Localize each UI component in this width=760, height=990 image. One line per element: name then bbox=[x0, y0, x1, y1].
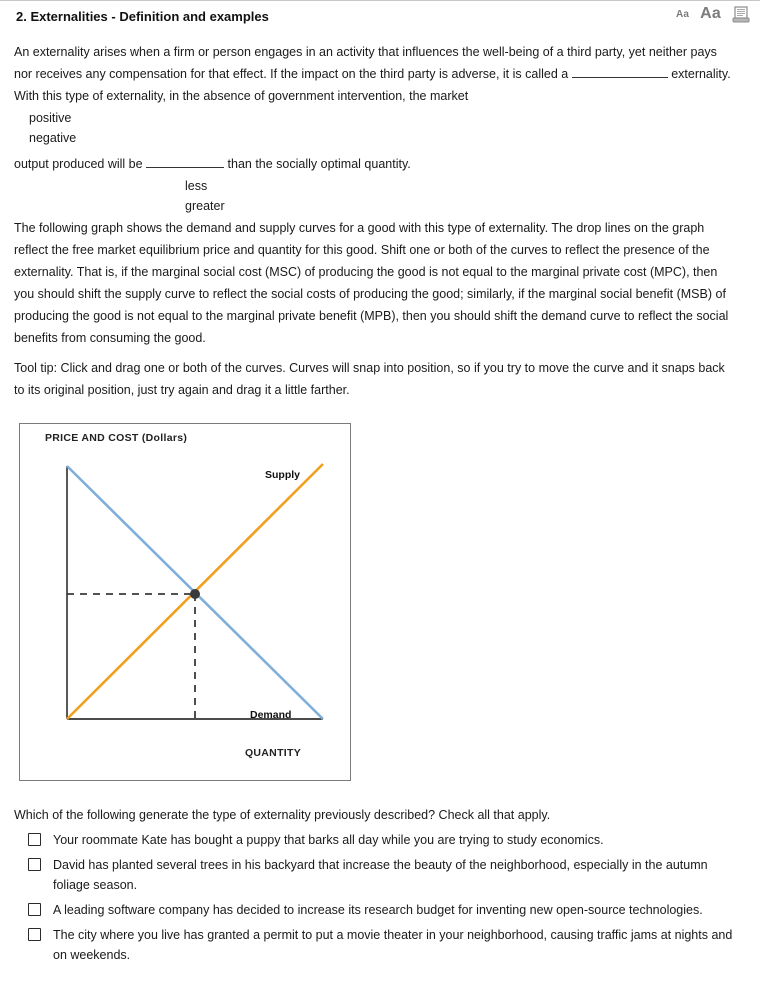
list-item[interactable] bbox=[28, 925, 738, 965]
choice-label-3: A leading software company has decided to increase its research budget for inventing new open-source technologies. bbox=[53, 903, 703, 917]
decrease-text-size-icon[interactable]: Aa bbox=[675, 8, 690, 20]
intro-line2-prefix: output produced will be bbox=[14, 157, 143, 171]
choice-label-4: The city where you live has granted a permit to put a movie theater in your neighborhood, causing traffic jams at nights and on weekends. bbox=[53, 928, 733, 962]
intro-second-line bbox=[14, 153, 411, 175]
checkbox-choice-3[interactable] bbox=[28, 903, 41, 916]
intro-paragraph bbox=[14, 41, 736, 107]
checkbox-choice-2[interactable] bbox=[28, 858, 41, 871]
choice-label-1: Your roommate Kate has bought a puppy that barks all day while you are trying to study economics. bbox=[53, 833, 604, 847]
equilibrium-point-marker bbox=[190, 589, 200, 599]
tool-tip-paragraph: Tool tip: Click and drag one or both of the curves. Curves will snap into position, so if you try to move the curve and it snaps back to its original position, just try again and drag it a little farther. bbox=[14, 361, 725, 397]
dropdown-option-less[interactable]: less bbox=[185, 179, 208, 193]
question-header bbox=[0, 1, 760, 31]
print-icon[interactable] bbox=[732, 6, 750, 23]
choice-label-2: David has planted several trees in his backyard that increase the beauty of the neighborhood, especially in the autumn foliage season. bbox=[53, 858, 708, 892]
dropdown-option-negative[interactable]: negative bbox=[29, 131, 77, 145]
header-toolbar bbox=[676, 5, 750, 23]
list-item[interactable] bbox=[28, 855, 738, 895]
list-item[interactable] bbox=[28, 900, 738, 920]
answer-choice-list bbox=[28, 830, 738, 970]
demand-curve-label: Demand bbox=[250, 709, 292, 721]
supply-demand-chart[interactable] bbox=[20, 424, 352, 782]
externality-type-dropdown[interactable] bbox=[572, 64, 668, 78]
graph-instructions-paragraph: The following graph shows the demand and supply curves for a good with this type of externality. The drop lines on the graph reflect the free market equilibrium price and quantity for this good. Shift one or both of the curves to reflect the presence of the externality. That is, if the marginal social cost (MSC) of producing the good is not equal to the marginal private cost (MPC), then you should shift the supply curve to reflect the social costs of producing the good; similarly, if the marginal social benefit (MSB) of producing the good is not equal to the marginal private benefit (MPB), then you should shift the demand curve to reflect the social benefits from consuming the good. bbox=[14, 221, 729, 345]
dropdown-option-positive[interactable]: positive bbox=[29, 111, 72, 125]
supply-demand-graph-panel[interactable] bbox=[19, 423, 351, 781]
externality-type-options bbox=[29, 108, 76, 148]
page-title: 2. Externalities - Definition and examples bbox=[16, 9, 269, 24]
supply-curve-label: Supply bbox=[265, 469, 301, 481]
graph-y-axis-title: PRICE AND COST (Dollars) bbox=[45, 432, 188, 444]
checkbox-choice-4[interactable] bbox=[28, 928, 41, 941]
output-comparison-options bbox=[185, 176, 225, 216]
list-item[interactable] bbox=[28, 830, 738, 850]
intro-text-segment-1: An externality arises when a firm or person engages in an activity that influences the well-being of a third party, yet neither pays nor receives any compensation for that effect. If the impact on the third party is adverse, it is called a bbox=[14, 45, 717, 81]
graph-x-axis-title: QUANTITY bbox=[244, 747, 302, 759]
dropdown-option-greater[interactable]: greater bbox=[185, 199, 225, 213]
output-comparison-dropdown[interactable] bbox=[146, 154, 224, 168]
question-prompt: Which of the following generate the type of externality previously described? Check all that apply. bbox=[14, 808, 551, 822]
intro-text-segment-2: externality. With this type of externality, in the absence of government intervention, the market bbox=[14, 67, 731, 103]
checkbox-choice-1[interactable] bbox=[28, 833, 41, 846]
increase-text-size-icon[interactable]: Aa bbox=[700, 5, 721, 22]
intro-line2-suffix: than the socially optimal quantity. bbox=[227, 157, 411, 171]
